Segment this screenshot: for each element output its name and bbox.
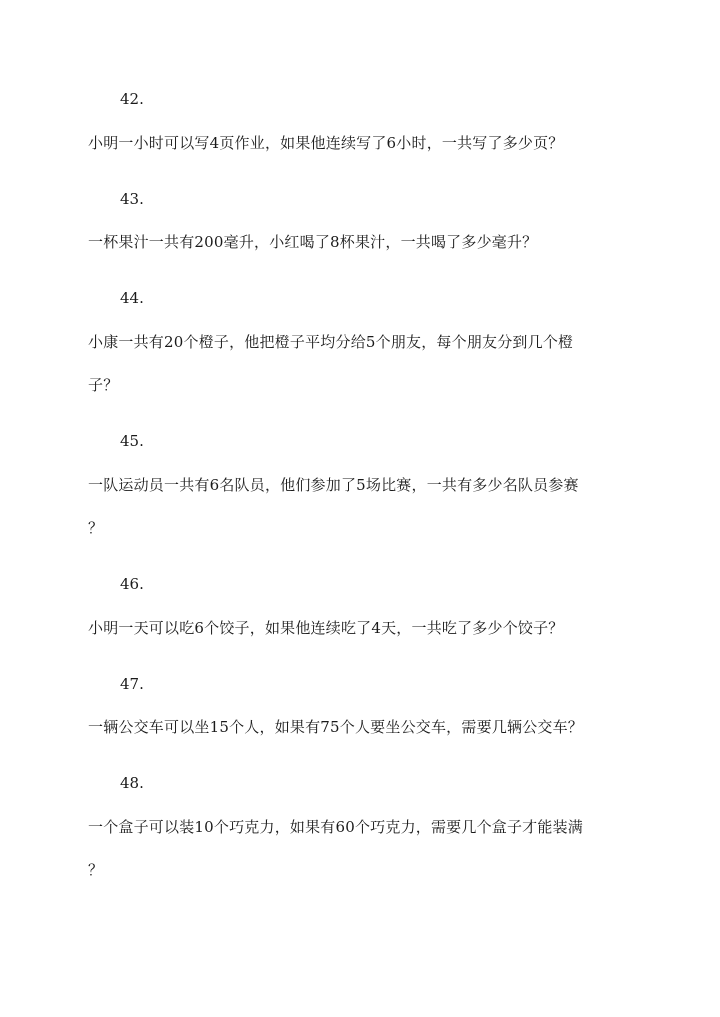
question-text-47-line-1: 一辆公交车可以坐15个人，如果有75个人要坐公交车，需要几辆公交车？ <box>88 718 583 736</box>
question-text-48-line-1: 一个盒子可以装10个巧克力，如果有60个巧克力，需要几个盒子才能装满 <box>88 818 583 836</box>
question-text-45-line-2: ？ <box>88 519 104 537</box>
question-number-43: 43. <box>120 190 144 208</box>
question-number-47: 47. <box>120 675 144 693</box>
question-text-44-line-1: 小康一共有20个橙子，他把橙子平均分给5个朋友，每个朋友分到几个橙 <box>88 333 574 351</box>
question-number-42: 42. <box>120 90 144 108</box>
question-number-46: 46. <box>120 575 144 593</box>
question-text-48-line-2: ？ <box>88 861 104 879</box>
question-number-48: 48. <box>120 774 144 792</box>
question-text-46-line-1: 小明一天可以吃6个饺子，如果他连续吃了4天，一共吃了多少个饺子？ <box>88 619 564 637</box>
question-number-44: 44. <box>120 289 144 307</box>
question-text-45-line-1: 一队运动员一共有6名队员，他们参加了5场比赛，一共有多少名队员参赛 <box>88 476 579 494</box>
question-text-43-line-1: 一杯果汁一共有200毫升，小红喝了8杯果汁，一共喝了多少毫升？ <box>88 233 538 251</box>
question-text-44-line-2: 子？ <box>88 376 119 394</box>
question-number-45: 45. <box>120 432 144 450</box>
question-text-42-line-1: 小明一小时可以写4页作业，如果他连续写了6小时，一共写了多少页？ <box>88 134 564 152</box>
